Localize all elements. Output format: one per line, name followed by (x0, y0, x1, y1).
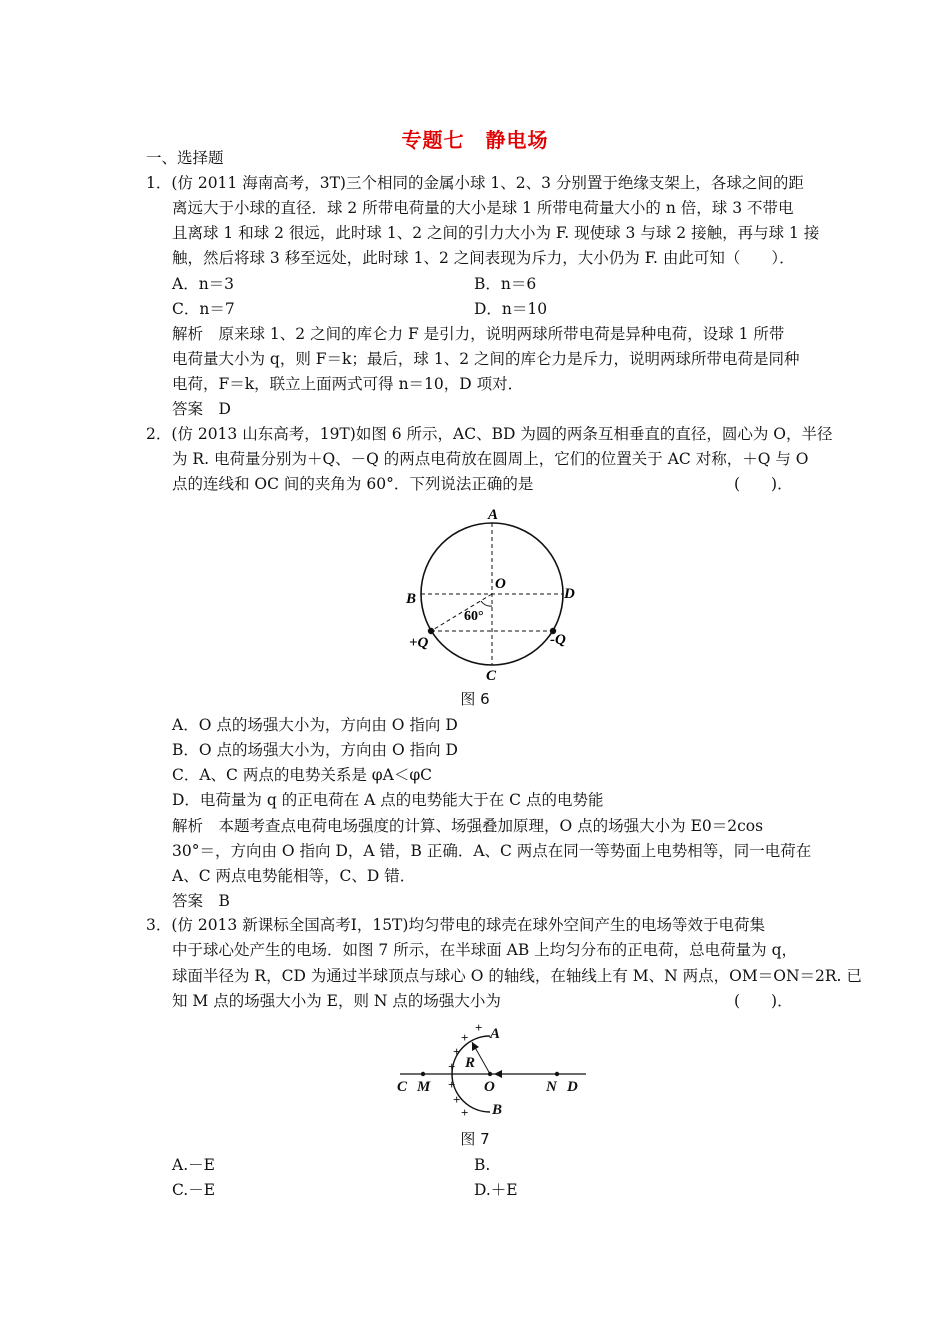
q3-option-d: D.＋E (474, 1181, 518, 1199)
fig7-plus-sign: + (475, 1020, 483, 1035)
fig6-label-c: C (486, 668, 497, 684)
q2-option-b: B．O 点的场强大小为，方向由 O 指向 D (172, 741, 458, 759)
q2-option-c: C．A、C 两点的电势关系是 φA＜φC (172, 766, 433, 784)
q1-option-c: C．n＝7 (172, 300, 235, 318)
q1-option-a: A．n＝3 (172, 275, 235, 293)
fig7-label-r: R (465, 1055, 476, 1071)
q2-analysis-2: 30°＝，方向由 O 指向 D，A 错，B 正确．A、C 两点在同一等势面上电势相等，同一电荷在 (172, 842, 812, 860)
figure-7-caption: 图 7 (460, 1130, 490, 1148)
q3-option-c: C.－E (172, 1181, 216, 1199)
q2-analysis-1: 解析 本题考查点电荷电场强度的计算、场强叠加原理，O 点的场强大小为 E0＝2cos (172, 817, 764, 835)
q1-analysis-2: 电荷量大小为 q，则 F＝k；最后，球 1、2 之间的库仑力是斥力，说明两球所带电荷是同种 (172, 350, 800, 368)
q1-analysis-1: 解析 原来球 1、2 之间的库仑力 F 是引力，说明两球所带电荷是异种电荷，设球 1 所带 (172, 325, 785, 343)
q3-option-b: B. (474, 1156, 491, 1174)
q1-line-1: 1．(仿 2011 海南高考，3T)三个相同的金属小球 1、2、3 分别置于绝缘支架上，各球之间的距 (146, 174, 804, 192)
fig6-label-plus-q: +Q (409, 635, 429, 651)
q3-option-a: A.－E (172, 1156, 215, 1174)
fig7-label-d: D (567, 1079, 578, 1095)
q3-line-3: 球面半径为 R，CD 为通过半球顶点与球心 O 的轴线，在轴线上有 M、N 两点，OM＝ON＝2R. 已 (172, 967, 862, 985)
page-title: 专题七 静电场 (401, 128, 549, 152)
fig7-label-b: B (492, 1102, 503, 1118)
fig7-label-o: O (484, 1079, 495, 1095)
fig7-plus-sign: + (453, 1092, 461, 1107)
figure-6-caption: 图 6 (460, 690, 490, 708)
section-heading: 一、选择题 (146, 149, 224, 167)
fig6-label-minus-q: -Q (550, 632, 566, 648)
q1-answer: 答案 D (172, 400, 231, 418)
q3-line-4: 知 M 点的场强大小为 E，则 N 点的场强大小为 (172, 992, 501, 1010)
q1-option-b: B．n＝6 (474, 275, 537, 293)
fig7-label-a: A (490, 1026, 501, 1042)
fig6-angle-label: 60° (464, 609, 484, 624)
q1-line-4: 触，然后将球 3 移至远处，此时球 1、2 之间表现为斥力，大小仍为 F. 由此可知（ ）． (172, 249, 795, 267)
fig7-plus-sign: + (448, 1059, 456, 1074)
fig7-label-c: C (397, 1079, 408, 1095)
q2-option-d: D．电荷量为 q 的正电荷在 A 点的电势能大于在 C 点的电势能 (172, 791, 604, 809)
q1-line-2: 离远大于小球的直径．球 2 所带电荷量的大小是球 1 所带电荷量大小的 n 倍，球 3 不带电 (172, 199, 794, 217)
q1-option-d: D．n＝10 (474, 300, 548, 318)
figure-6-circle-diagram (400, 500, 580, 685)
fig6-label-a: A (488, 507, 499, 523)
fig6-label-d: D (564, 586, 575, 602)
q2-option-a: A．O 点的场强大小为，方向由 O 指向 D (172, 716, 458, 734)
fig7-plus-sign: + (461, 1105, 469, 1120)
q2-line-3: 点的连线和 OC 间的夹角为 60°．下列说法正确的是 (172, 475, 534, 493)
q2-line-1: 2．(仿 2013 山东高考，19T)如图 6 所示，AC、BD 为圆的两条互相垂直的直径，圆心为 O，半径 (146, 425, 833, 443)
fig6-label-o: O (495, 576, 506, 592)
figure-7-hemisphere-diagram (390, 1018, 590, 1120)
fig7-plus-sign: + (461, 1030, 469, 1045)
q3-line-2: 中于球心处产生的电场．如图 7 所示，在半球面 AB 上均匀分布的正电荷，总电荷量为 q， (172, 941, 798, 959)
q1-line-3: 且离球 1 和球 2 很远，此时球 1、2 之间的引力大小为 F. 现使球 3 与球 2 接触，再与球 1 接 (172, 224, 820, 242)
q2-answer-paren: ( )． (734, 475, 793, 493)
fig7-plus-sign: + (448, 1077, 456, 1092)
q2-line-2: 为 R. 电荷量分别为＋Q、－Q 的两点电荷放在圆周上，它们的位置关于 AC 对称，＋Q 与 O (172, 450, 809, 468)
q2-analysis-3: A、C 两点电势能相等，C、D 错． (172, 867, 416, 885)
fig6-label-b: B (406, 591, 417, 607)
fig7-plus-sign: + (453, 1044, 461, 1059)
plus-q-charge (428, 628, 434, 634)
q1-analysis-3: 电荷，F＝k，联立上面两式可得 n＝10，D 项对． (172, 375, 524, 393)
fig7-label-m: M (417, 1079, 431, 1095)
q3-answer-paren: ( )． (734, 992, 793, 1010)
fig7-label-n: N (546, 1079, 557, 1095)
q2-answer: 答案 B (172, 892, 230, 910)
q3-line-1: 3．(仿 2013 新课标全国高考Ⅰ，15T)均匀带电的球壳在球外空间产生的电场等效于电荷集 (146, 916, 765, 934)
